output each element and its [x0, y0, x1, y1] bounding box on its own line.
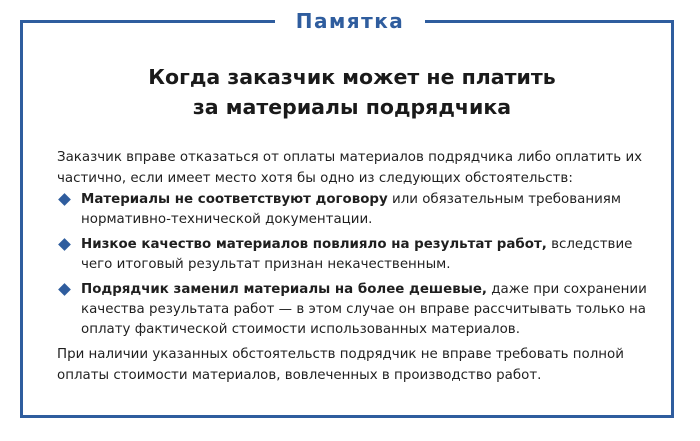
memo-title	[57, 62, 647, 122]
conditions-list	[57, 190, 647, 340]
condition-item	[57, 235, 647, 275]
condition-item	[57, 190, 647, 230]
condition-bold-text: Материалы не соответствуют договору	[81, 192, 388, 207]
condition-bold-text: Низкое качество материалов повлияло на результат работ,	[81, 237, 547, 252]
condition-item	[57, 280, 647, 340]
memo-title-line-2: за материалы подрядчика	[192, 95, 512, 119]
memo-label: Памятка	[275, 8, 425, 34]
condition-text: или обязательным требованиям нормативно-технической документации.	[81, 192, 621, 227]
condition-bold-text: Подрядчик заменил материалы на более дешевые,	[81, 282, 487, 297]
condition-text: даже при сохранении качества результата работ — в этом случае он вправе рассчитывать только на оплату фактической стоимости использованных материалов.	[81, 282, 647, 337]
diamond-icon	[58, 238, 71, 251]
diamond-icon	[58, 193, 71, 206]
outro-paragraph: При наличии указанных обстоятельств подрядчик не вправе требовать полной оплаты стоимости материалов, вовлеченных в производство работ.	[57, 347, 624, 383]
diamond-icon	[58, 283, 71, 296]
memo-title-line-1: Когда заказчик может не платить	[148, 65, 556, 89]
memo-content	[57, 62, 647, 386]
intro-paragraph: Заказчик вправе отказаться от оплаты материалов подрядчика либо оплатить их частично, если имеет место хотя бы одно из следующих обстоятельств:	[57, 150, 643, 186]
condition-text: вследствие чего итоговый результат признан некачественным.	[81, 237, 633, 272]
